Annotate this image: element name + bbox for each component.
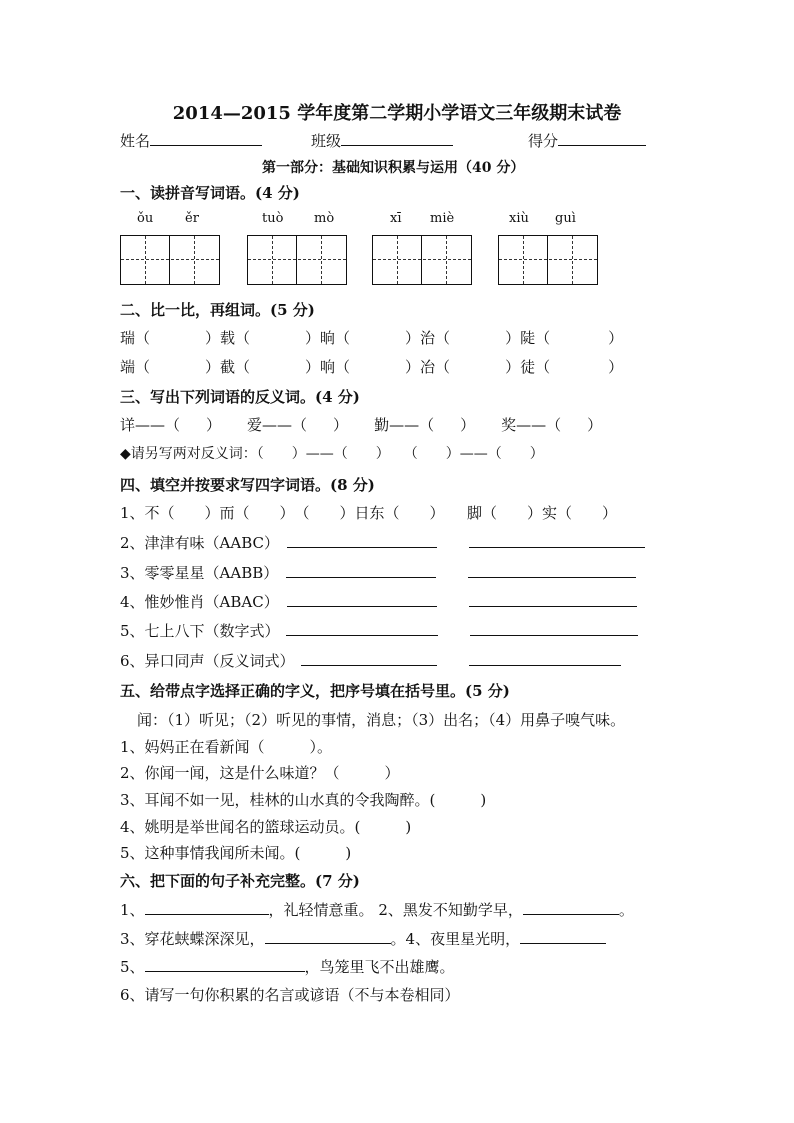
pinyin-1: ǒu — [137, 211, 154, 226]
q3-extra: ◆请另写两对反义词：（ ）——（ ） （ ）——（ ） — [120, 446, 544, 462]
q5-item-5: 5、这种事情我闻所未闻。( ) — [120, 844, 352, 862]
q3-title: 三、写出下列词语的反义词。(4 分) — [120, 388, 360, 406]
pinyin-8: guì — [555, 211, 576, 226]
q4-item-4: 4、惟妙惟肖（ABAC） — [120, 591, 637, 612]
score-field[interactable] — [528, 130, 646, 151]
q5-title: 五、给带点字选择正确的字义，把序号填在括号里。(5 分) — [120, 682, 510, 700]
pinyin-7: xiù — [509, 211, 529, 226]
q5-item-1: 1、妈妈正在看新闻（ ）。 — [120, 738, 333, 756]
q5-item-3: 3、耳闻不如一见，桂林的山水真的令我陶醉。( ) — [120, 791, 487, 809]
tianzige-box-2[interactable] — [247, 235, 347, 285]
q4-item-6: 6、异口同声（反义词式） — [120, 650, 621, 671]
q4-item-2: 2、津津有味（AABC） — [120, 532, 645, 553]
q1-title: 一、读拼音写词语。(4 分) — [120, 184, 300, 202]
q6-title: 六、把下面的句子补充完整。(7 分) — [120, 872, 360, 890]
pinyin-5: xī — [390, 211, 402, 226]
pinyin-4: mò — [314, 211, 335, 226]
pinyin-6: miè — [430, 211, 455, 226]
q2-title: 二、比一比，再组词。(5 分) — [120, 301, 315, 319]
q4-item-5: 5、七上八下（数字式） — [120, 620, 638, 641]
q2-row-1: 瑞（ ）载（ ）晌（ ）治（ ）陡（ ） — [120, 329, 624, 347]
q6-line-2: 3、穿花蛱蝶深深见， 。4、夜里星光明， — [120, 928, 606, 949]
tianzige-box-1[interactable] — [120, 235, 220, 285]
name-field[interactable] — [120, 130, 262, 151]
q4-title: 四、填空并按要求写四字词语。(8 分) — [120, 476, 375, 494]
score-label: 得分 — [528, 132, 559, 150]
q5-item-2: 2、你闻一闻，这是什么味道？（ ） — [120, 764, 400, 782]
name-label: 姓名 — [120, 132, 151, 150]
class-field[interactable] — [311, 130, 453, 151]
part1-title: 第一部分：基础知识积累与运用（40 分） — [262, 160, 525, 176]
q5-item-4: 4、姚明是举世闻名的篮球运动员。( ) — [120, 818, 412, 836]
exam-title: 2014—2015 学年度第二学期小学语文三年级期末试卷 — [172, 103, 622, 124]
pinyin-2: ěr — [185, 211, 199, 226]
q5-meanings: 闻：（1）听见；（2）听见的事情，消息；（3）出名；（4）用鼻子嗅气味。 — [137, 711, 626, 729]
q6-line-1: 1、 ，礼轻情意重。 2、黑发不知勤学早， 。 — [120, 901, 634, 919]
q4-item-3: 3、零零星星（AABB） — [120, 562, 636, 583]
pinyin-3: tuò — [262, 211, 284, 226]
q6-line-3: 5、 ，鸟笼里飞不出雄鹰。 — [120, 958, 455, 976]
q3-antonym-row: 详——（ ） 爱——（ ） 勤——（ ） 奖——（ ） — [120, 416, 603, 434]
tianzige-box-3[interactable] — [372, 235, 472, 285]
tianzige-box-4[interactable] — [498, 235, 598, 285]
class-label: 班级 — [311, 132, 342, 150]
q4-item-1: 1、不（ ）而（ ） （ ）日东（ ） 脚（ ）实（ ） — [120, 504, 618, 522]
q6-line-4: 6、请写一句你积累的名言或谚语（不与本卷相同） — [120, 986, 460, 1004]
q2-row-2: 端（ ）截（ ）响（ ）冶（ ）徒（ ） — [120, 358, 624, 376]
